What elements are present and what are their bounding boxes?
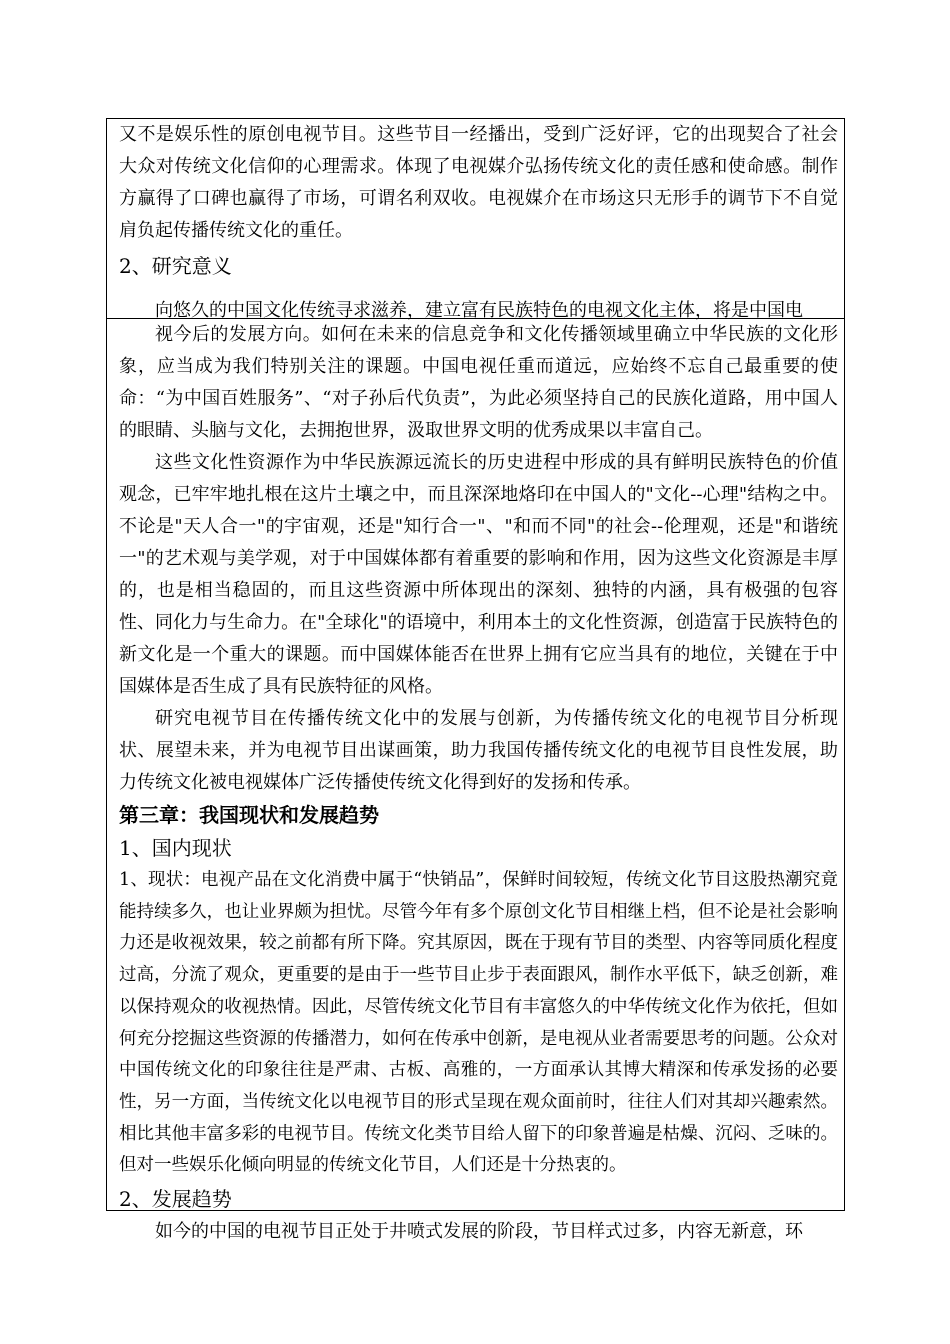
- section-heading-domestic-status: 1、国内现状: [119, 836, 232, 860]
- main-table-cell: [106, 318, 845, 1243]
- top-cell-content: [119, 119, 838, 327]
- paragraph-research-significance: 向悠久的中国文化传统寻求滋养，建立富有民族特色的电视文化主体，将是中国电: [155, 300, 803, 321]
- paragraph-continuation: 又不是娱乐性的原创电视节目。这些节目一经播出，受到广泛好评，它的出现契合了社会大众对传统文化信仰的心理需求。体现了电视媒介弘扬传统文化的责任感和使命感。制作方赢得了口碑也赢得了市场，可谓名利双收。电视媒介在市场这只无形手的调节下不自觉肩负起传播传统文化的重任。: [119, 124, 838, 241]
- top-table-cell: [106, 118, 845, 319]
- paragraph-status: 1、现状：电视产品在文化消费中属于“快销品”，保鲜时间较短，传统文化节目这股热潮究竟能持续多久，也让业界颇为担忧。尽管今年有多个原创文化节目相继上档，但不论是社会影响力还是收视效果，较之前都有所下降。究其原因，既在于现有节目的类型、内容等同质化程度过高，分流了观众，更重要的是由于一些节目止步于表面跟风，制作水平低下，缺乏创新，难以保持观众的收视热情。因此，尽管传统文化节目有丰富悠久的中华传统文化作为依托，但如何充分挖掘这些资源的传播潜力，如何在传承中创新，是电视从业者需要思考的问题。公众对中国传统文化的印象往往是严肃、古板、高雅的，一方面承认其博大精深和传承发扬的必要性，另一方面，当传统文化以电视节目的形式呈现在观众面前时，往往人们对其却兴趣索然。相比其他丰富多彩的电视节目。传统文化类节目给人留下的印象普遍是枯燥、沉闷、乏味的。但对一些娱乐化倾向明显的传统文化节目，人们还是十分热衷的。: [119, 870, 838, 1176]
- section-heading-trends: 2、发展趋势: [119, 1187, 232, 1212]
- main-cell-content: [119, 319, 838, 1248]
- paragraph-research-purpose: 研究电视节目在传播传统文化中的发展与创新，为传播传统文化的电视节目分析现状、展望未来，并为电视节目出谋画策，助力我国传播传统文化的电视节目良性发展，助力传统文化被电视媒体广泛传播使传统文化得到好的发扬和传承。: [119, 708, 838, 793]
- section-heading-research-significance: 2、研究意义: [119, 254, 232, 278]
- paragraph-direction: 视今后的发展方向。如何在未来的信息竞争和文化传播领域里确立中华民族的文化形象，应当成为我们特别关注的课题。中国电视任重而道远，应始终不忘自己最重要的使命：“为中国百姓服务”、“对子孙后代负责”，为此必须坚持自己的民族化道路，用中国人的眼睛、头脑与文化，去拥抱世界，汲取世界文明的优秀成果以丰富自己。: [119, 324, 838, 441]
- paragraph-cultural-resources: 这些文化性资源作为中华民族源远流长的历史进程中形成的具有鲜明民族特色的价值观念，已牢牢地扎根在这片土壤之中，而且深深地烙印在中国人的"文化--心理"结构之中。不论是"天人合一"的宇宙观，还是"知行合一"、"和而不同"的社会--伦理观，还是"和谐统一"的艺术观与美学观，对于中国媒体都有着重要的影响和作用，因为这些文化资源是丰厚的，也是相当稳固的，而且这些资源中所体现出的深刻、独特的内涵，具有极强的包容性、同化力与生命力。在"全球化"的语境中，利用本土的文化性资源，创造富于民族特色的新文化是一个重大的课题。而中国媒体能否在世界上拥有它应当具有的地位，关键在于中国媒体是否生成了具有民族特征的风格。: [119, 452, 838, 697]
- paragraph-trends: 如今的中国的电视节目正处于井喷式发展的阶段，节目样式过多，内容无新意，环: [155, 1221, 803, 1243]
- chapter-heading: 第三章：我国现状和发展趋势: [119, 803, 379, 827]
